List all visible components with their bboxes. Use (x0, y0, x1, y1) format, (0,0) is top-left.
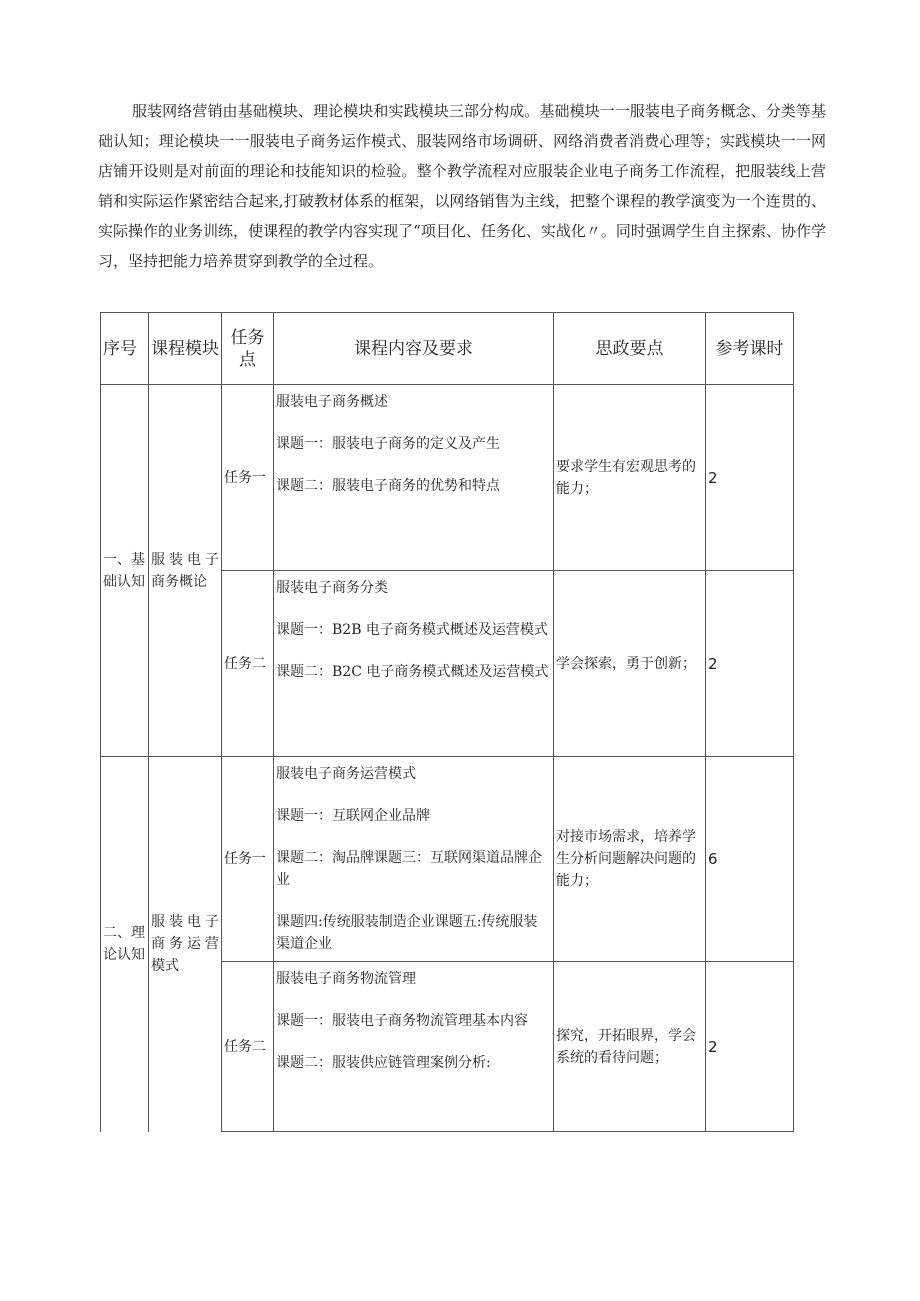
content-line: 课题一：互联网企业品牌 (276, 808, 430, 824)
content-line: 课题四:传统服装制造企业课题五:传统服装渠道企业 (276, 914, 538, 952)
content-line: 课题二：淘品牌课题三：互联网渠道品牌企业 (276, 850, 542, 888)
task-cell: 任务二 (222, 571, 274, 757)
hours-cell: 2 (706, 962, 794, 1132)
table-row (101, 385, 794, 571)
header-content: 课程内容及要求 (274, 313, 554, 385)
header-task: 任务点 (222, 313, 274, 385)
header-hours: 参考课时 (706, 313, 794, 385)
ideology-cell: 探究，开拓眼界，学会系统的看待问题； (554, 962, 706, 1132)
content-line: 课题二：B2C 电子商务模式概述及运营模式 (276, 664, 549, 680)
content-line: 服装电子商务分类 (276, 580, 388, 596)
intro-paragraph: 服装网络营销由基础模块、理论模块和实践模块三部分构成。基础模块一一服装电子商务概念、分类等基础认知；理论模块一一服装电子商务运作模式、服装网络市场调研、网络消费者消费心理等；实践模块一一网店铺开设则是对前面的理论和技能知识的检验。整个教学流程对应服装企业电子商务工作流程，把服装线上营销和实际运作紧密结合起来,打破教材体系的框架，以网络销售为主线，把整个课程的教学演变为一个连贯的、实际操作的业务训练，使课程的教学内容实现了“项目化、任务化、实战化〃。同时强调学生自主探索、协作学习，坚持把能力培养贯穿到教学的全过程。 (98, 102, 826, 270)
content-line: 课题一：服装电子商务的定义及产生 (276, 436, 500, 452)
seq-cell: 二、理论认知 (101, 757, 149, 1132)
module-cell: 服装电子商务概论 (149, 385, 222, 757)
task-cell: 任务一 (222, 757, 274, 962)
content-cell (274, 962, 554, 1132)
content-line: 课题二：服装电子商务的优势和特点 (276, 478, 500, 494)
content-line: 课题一：B2B 电子商务模式概述及运营模式 (276, 622, 548, 638)
hours-cell: 6 (706, 757, 794, 962)
content-cell (274, 385, 554, 571)
content-line: 课题一：服装电子商务物流管理基本内容 (276, 1013, 528, 1029)
content-line: 服装电子商务运营模式 (276, 766, 416, 782)
syllabus-table (100, 312, 794, 1132)
content-cell (274, 757, 554, 962)
hours-cell: 2 (706, 385, 794, 571)
table-header-row (101, 313, 794, 385)
header-module: 课程模块 (149, 313, 222, 385)
ideology-cell: 对接市场需求，培养学生分析问题解决问题的能力； (554, 757, 706, 962)
module-cell: 服装电子商务运营模式 (149, 757, 222, 1132)
header-seq: 序号 (101, 313, 149, 385)
seq-cell: 一、基础认知 (101, 385, 149, 757)
task-cell: 任务二 (222, 962, 274, 1132)
hours-cell: 2 (706, 571, 794, 757)
content-line: 服装电子商务物流管理 (276, 971, 416, 987)
content-line: 服装电子商务概述 (276, 394, 388, 410)
content-line: 课题二：服装供应链管理案例分析: (276, 1055, 491, 1071)
content-cell (274, 571, 554, 757)
ideology-cell: 要求学生有宏观思考的能力； (554, 385, 706, 571)
header-ideology: 思政要点 (554, 313, 706, 385)
table-row (101, 757, 794, 962)
ideology-cell: 学会探索，勇于创新； (554, 571, 706, 757)
task-cell: 任务一 (222, 385, 274, 571)
